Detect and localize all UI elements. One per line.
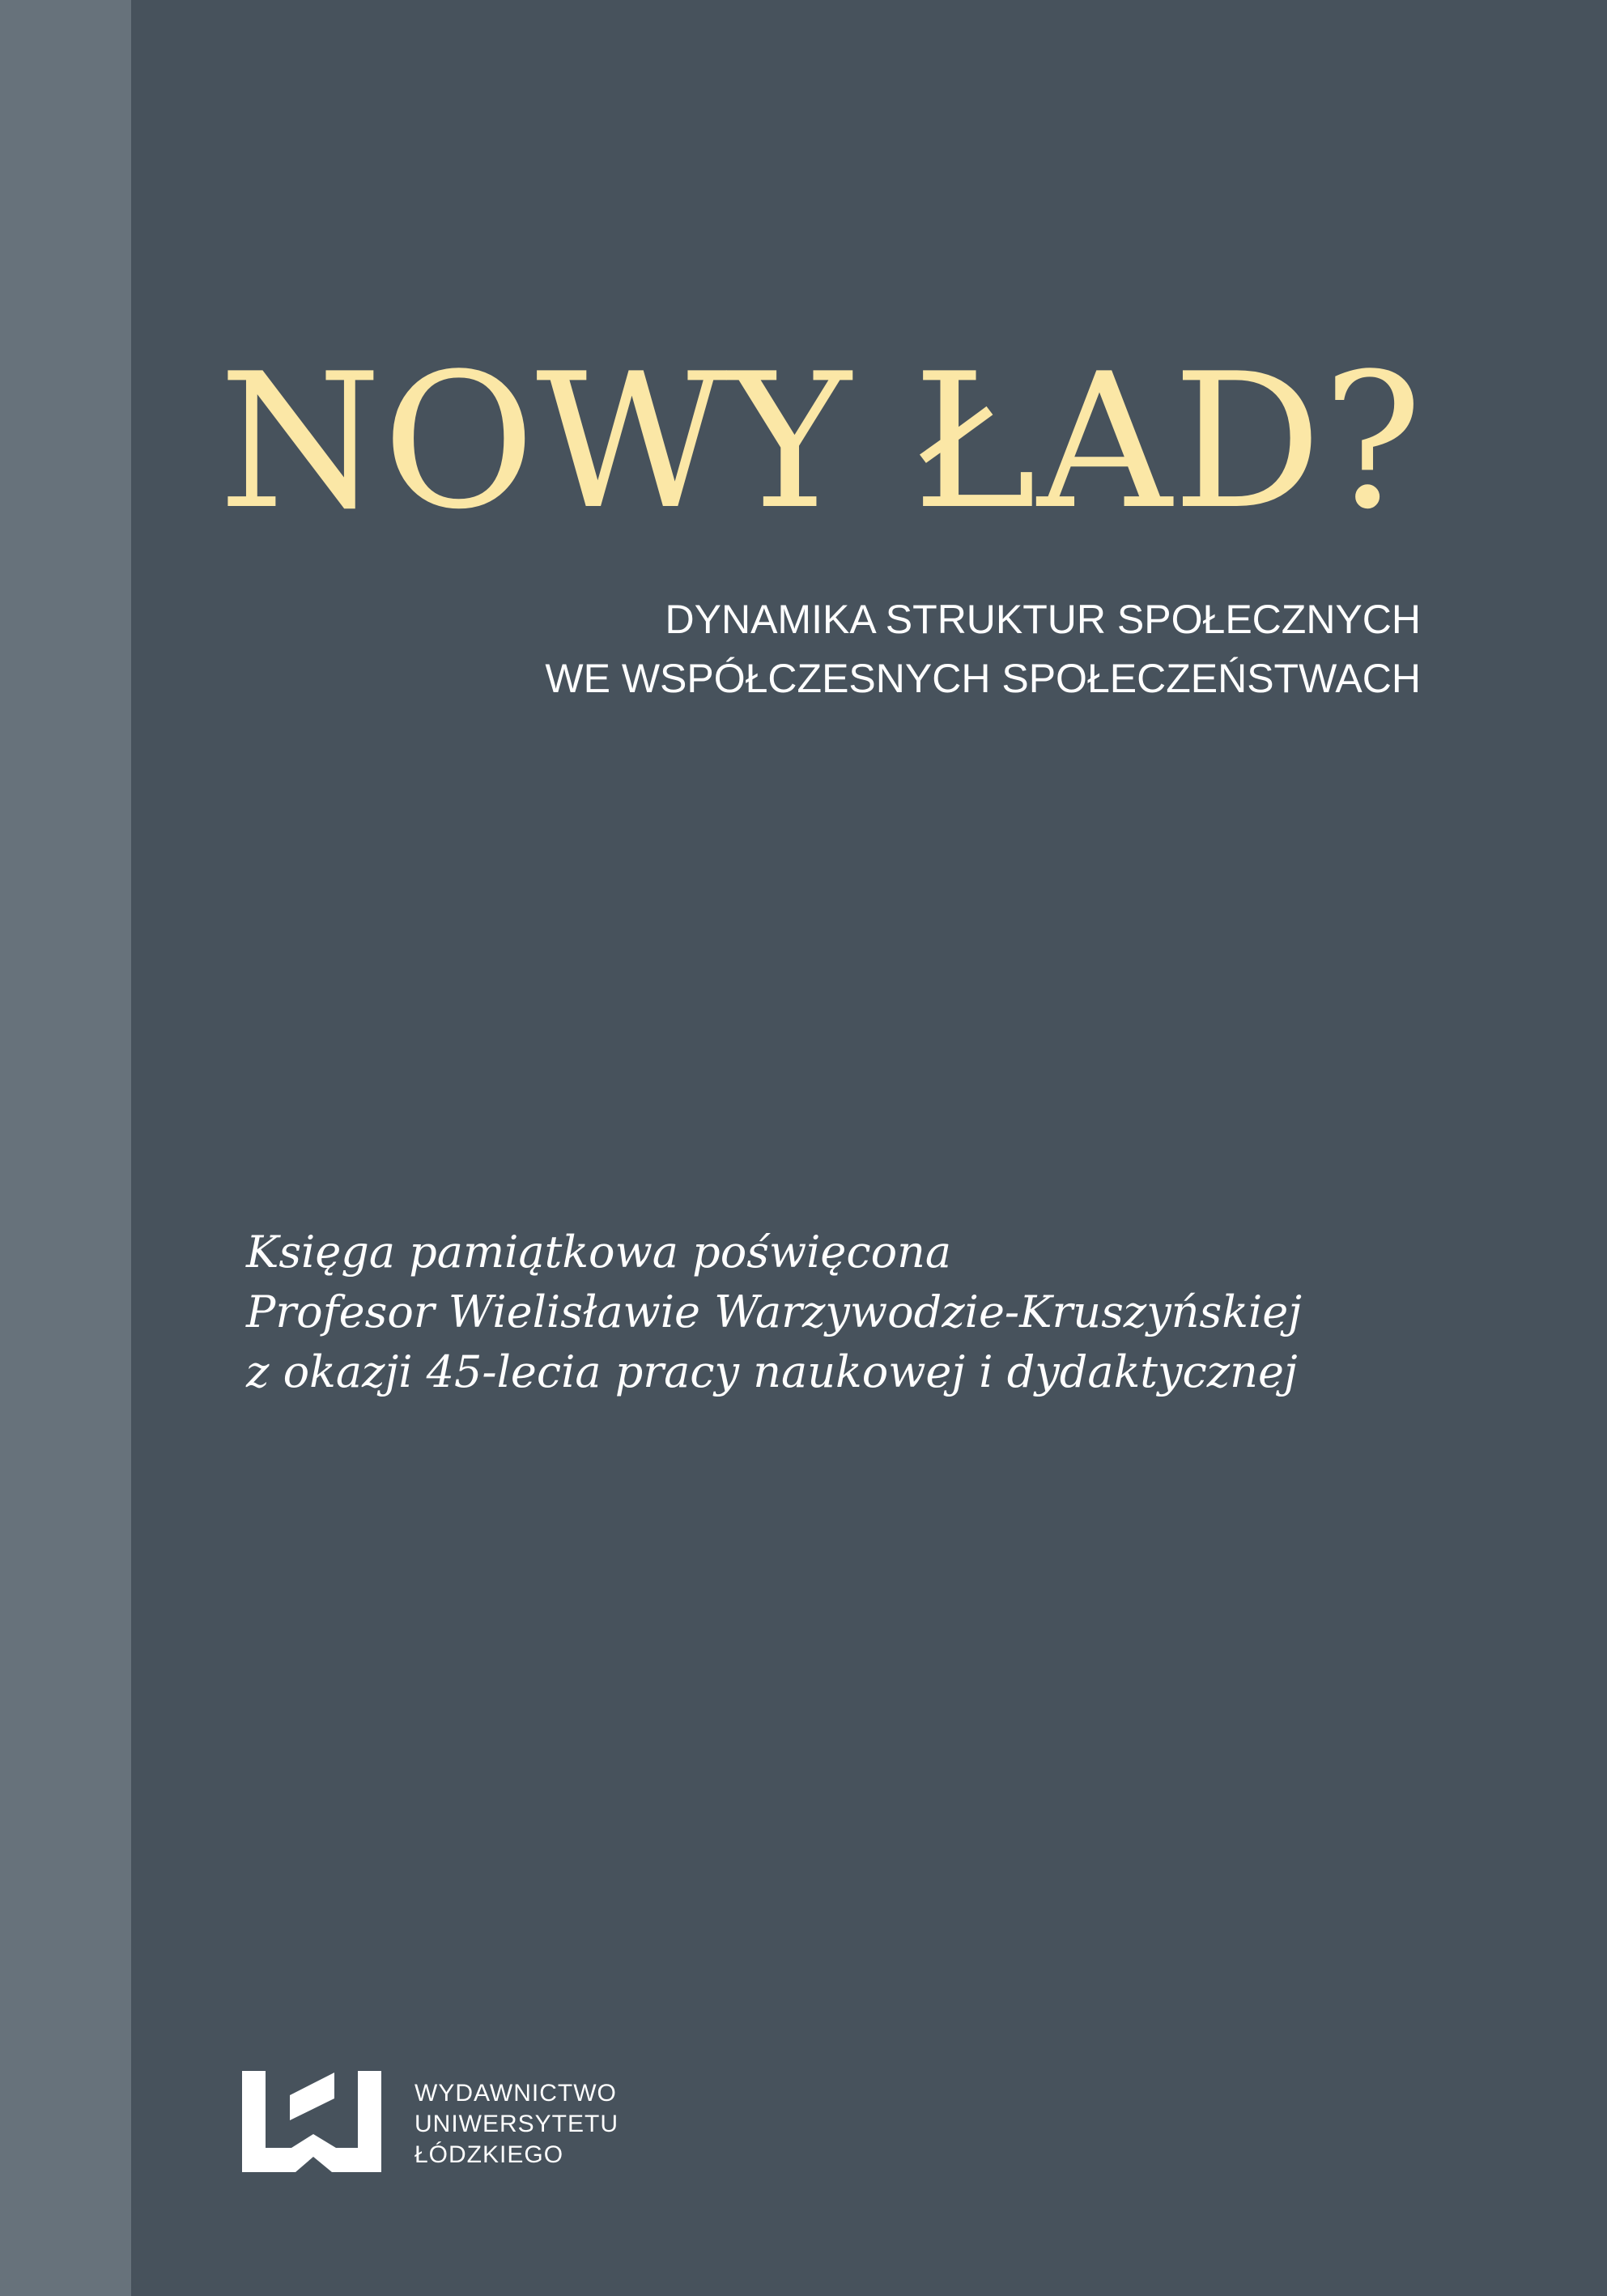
- spine-stripe: [0, 0, 131, 2296]
- publisher-block: [242, 2071, 619, 2172]
- publisher-name-line-2: UNIWERSYTETU: [415, 2111, 619, 2137]
- publisher-name-line-1: WYDAWNICTWO: [415, 2080, 617, 2107]
- dedication-line-3: z okazji 45-lecia pracy naukowej i dydaktycznej: [246, 1346, 1298, 1397]
- subtitle-line-2: WE WSPÓŁCZESNYCH SPOŁECZEŃSTWACH: [545, 656, 1421, 701]
- publisher-name-line-3: ŁÓDZKIEGO: [415, 2141, 564, 2168]
- dedication-text: [246, 1222, 1302, 1402]
- book-title: NOWY ŁAD?: [219, 334, 1423, 551]
- wul-publisher-logo-icon: [242, 2071, 381, 2172]
- publisher-name: [415, 2071, 619, 2171]
- dedication-line-1: Księga pamiątkowa poświęcona: [246, 1227, 952, 1278]
- book-subtitle: [545, 590, 1421, 708]
- dedication-line-2: Profesor Wielisławie Warzywodzie-Kruszyńskiej: [246, 1286, 1302, 1337]
- subtitle-line-1: DYNAMIKA STRUKTUR SPOŁECZNYCH: [665, 597, 1421, 642]
